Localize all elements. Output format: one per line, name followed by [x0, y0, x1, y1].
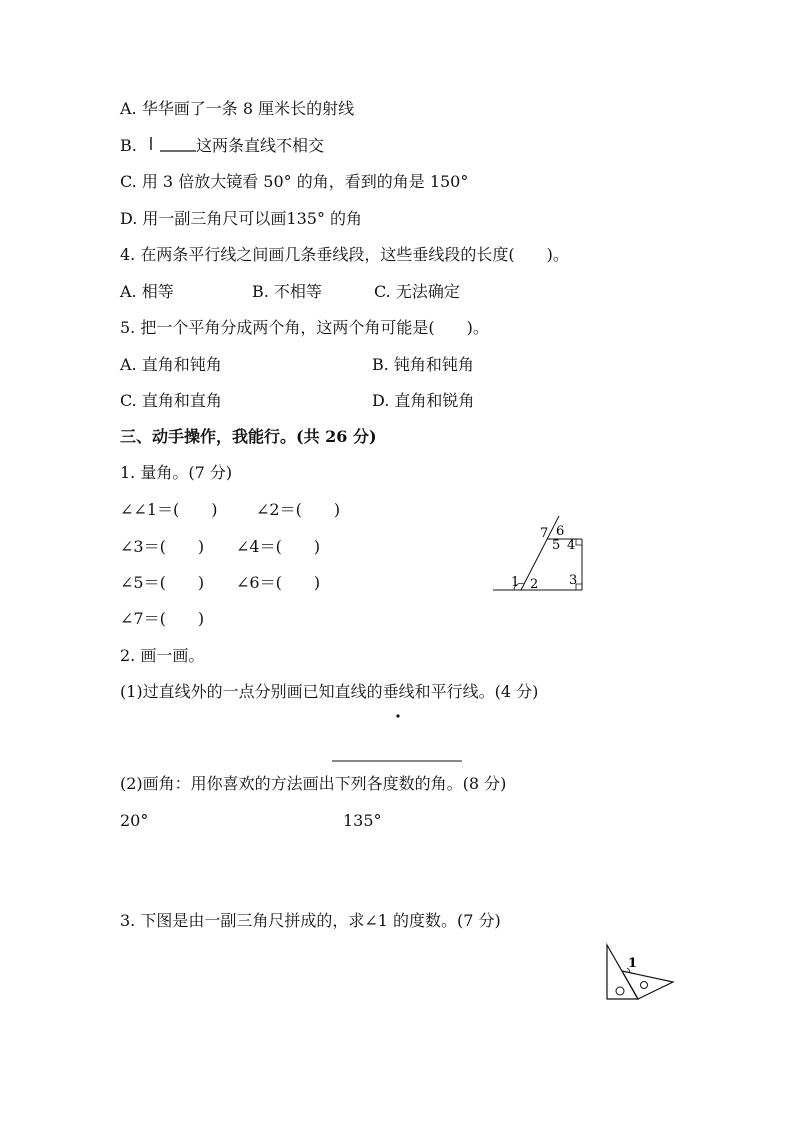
section-heading: 三、动手操作，我能行。(共 26 分) [120, 427, 377, 446]
angle-measure-figure [490, 515, 590, 595]
set-square-angle-label: 1 [628, 956, 638, 971]
figure-label-2: 2 [530, 577, 539, 592]
q4-option-b: B. 不相等 [252, 282, 322, 301]
figure-label-4: 4 [567, 538, 576, 553]
figure-label-7: 7 [540, 526, 549, 541]
measure-angle-2: ∠2＝( ) [256, 500, 341, 519]
q5-option-a: A. 直角和钝角 [120, 355, 222, 374]
set-square-hole-right [641, 982, 648, 989]
question-5: 5. 把一个平角分成两个角，这两个角可能是( )。 [120, 318, 489, 337]
measure-angle-3: ∠3＝( ) [120, 537, 205, 556]
measure-angle-1: ∠∠1＝( ) [120, 500, 218, 519]
measure-angle-5: ∠5＝( ) [120, 573, 205, 592]
figure-label-3: 3 [569, 573, 578, 588]
q5-option-d: D. 直角和锐角 [372, 391, 475, 410]
measure-angle-7: ∠7＝( ) [120, 609, 205, 628]
set-square-hole-left [616, 987, 624, 995]
angle-135-label: 135° [343, 811, 382, 830]
option-3d: D. 用一副三角尺可以画135° 的角 [120, 209, 363, 228]
point-and-line-figure [330, 710, 464, 764]
figure-label-1: 1 [511, 575, 520, 590]
option-3b-lines-figure [148, 134, 198, 156]
measure-angle-4: ∠4＝( ) [236, 537, 321, 556]
option-3c: C. 用 3 倍放大镜看 50° 的角，看到的角是 150° [120, 172, 469, 191]
figure-label-6: 6 [556, 524, 565, 539]
draw-question: 2. 画一画。 [120, 646, 205, 665]
option-3b-text: 这两条直线不相交 [195, 136, 324, 155]
triangle-question: 3. 下图是由一副三角尺拼成的，求∠1 的度数。(7 分) [120, 911, 501, 930]
draw-part-1: (1)过直线外的一点分别画已知直线的垂线和平行线。(4 分) [120, 682, 539, 701]
q4-option-a: A. 相等 [120, 282, 174, 301]
option-3b-label: B. [120, 136, 137, 155]
given-point [396, 714, 399, 717]
option-3a: A. 华华画了一条 8 厘米长的射线 [120, 99, 355, 118]
draw-part-2: (2)画角：用你喜欢的方法画出下列各度数的角。(8 分) [120, 774, 507, 793]
q4-option-c: C. 无法确定 [374, 282, 460, 301]
option-3b [120, 136, 324, 156]
measure-angle-6: ∠6＝( ) [236, 573, 321, 592]
set-square-figure [602, 940, 678, 1004]
angle-20-label: 20° [120, 811, 149, 830]
q5-option-b: B. 钝角和钝角 [372, 355, 474, 374]
measure-question: 1. 量角。(7 分) [120, 463, 233, 482]
q5-option-c: C. 直角和直角 [120, 391, 222, 410]
question-4: 4. 在两条平行线之间画几条垂线段，这些垂线段的长度( )。 [120, 245, 569, 264]
figure-label-5: 5 [552, 538, 561, 553]
